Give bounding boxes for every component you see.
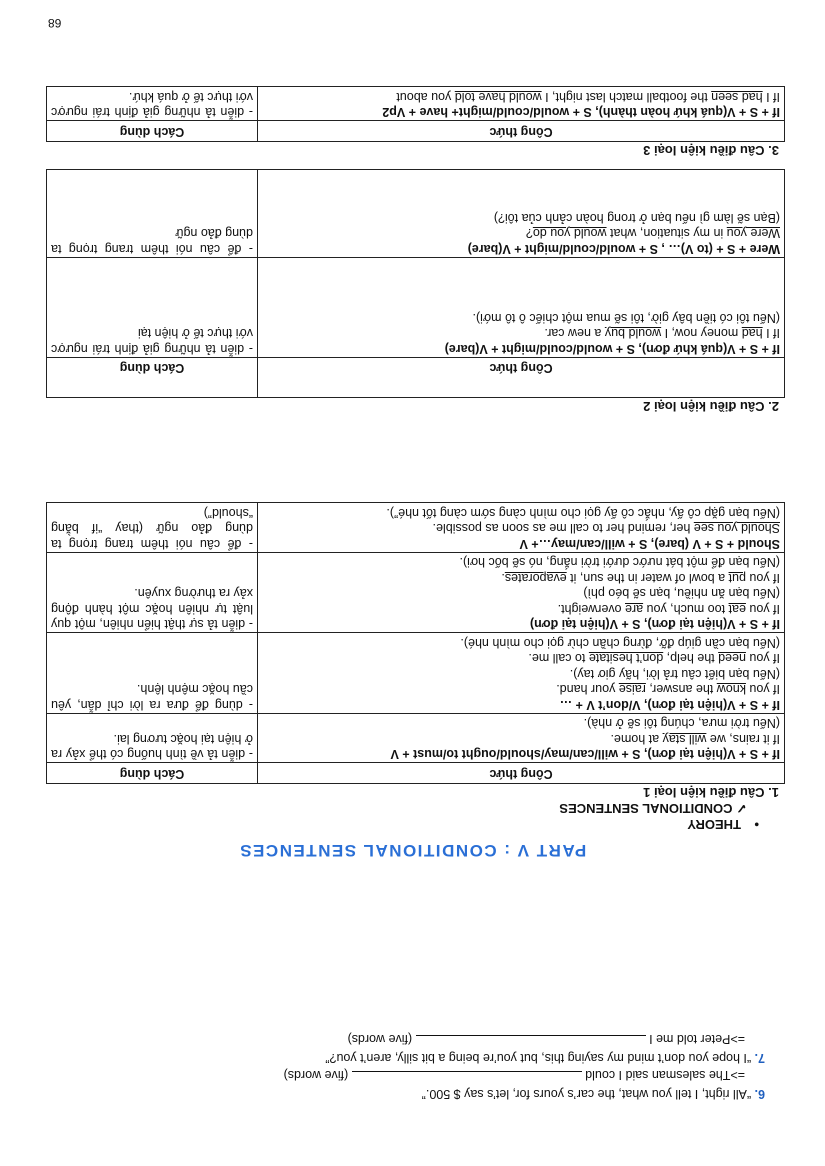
check-icon: ✓	[732, 801, 747, 816]
section-title-type2: 2. Câu điều kiện loại 2	[643, 399, 779, 414]
usage-cell: - để câu nói thêm trang trọng ta dùng đảo ngữ	[47, 170, 258, 258]
formula-cell: If + S + V(quá khứ đơn), S + would/could/might + V(bare) If I had money now, I would buy a new car. (Nếu tôi có tiền bây giờ, tôi sẽ mua một chiếc ô tô mới).	[258, 258, 785, 358]
example-line: (Nếu bạn ăn nhiều, bạn sẽ béo phì)	[583, 586, 780, 601]
example-line: (Nếu bạn cần giúp đỡ, đừng chần chừ gọi cho mình nhé).	[460, 636, 780, 650]
example-line: Should you see her, remind her to call me as soon as possible.	[432, 521, 780, 536]
usage-cell: - diễn tả về tình huống có thể xảy ra ở hiện tại hoặc tương lai.	[47, 714, 258, 764]
table-row	[47, 170, 785, 258]
header-formula: Công thức	[258, 763, 785, 784]
table-row	[47, 258, 785, 358]
type3-table	[46, 87, 785, 143]
exercise-number: 6.	[754, 1087, 765, 1101]
header-usage: Cách dùng	[47, 358, 258, 398]
example-line: (Nếu bạn gặp cô ấy, nhắc cô ấy gọi cho mình càng sớm càng tốt nhé”).	[386, 506, 780, 520]
formula-cell: If + S + V(hiện tại đơn), V/don’t V + … If you know the answer, raise your hand. (Nếu bạn biết câu trả lời, hãy giơ tay). If you need the help, don’t hesitate to call me. (Nếu bạn cần giúp đỡ, đừng chần chừ gọi cho mình nhé).	[258, 633, 785, 714]
exercise-text: “All right, I tell you what, the car’s yours for, let’s say $ 500.”	[421, 1087, 752, 1101]
example-line: If you eat too much, you are overweight.	[557, 602, 780, 616]
formula-cell: If + S + V(quá khứ hoàn thành), S + would/could/might+ have + Vp2 If I had seen the football match last night, I would have told you about	[258, 87, 785, 121]
formula-cell: Should + S + V (bare), S + will/can/may…+ V Should you see her, remind her to call me as soon as possible. (Nếu bạn gặp cô ấy, nhắc cô ấy gọi cho mình càng sớm càng tốt nhé”).	[258, 503, 785, 553]
formula-cell: If + S + V(hiện tại đơn), S + will/can/may/should/ought to/must + V If it rains, we will stay at home. (Nếu trời mưa, chúng tôi sẽ ở nhà).	[258, 714, 785, 764]
example-line: If I had seen the football match last night, I would have told you about	[396, 90, 780, 104]
example-line: If you know the answer, raise your hand.	[556, 682, 780, 697]
theory-heading: •THEORY	[687, 817, 759, 832]
example-line: If it rains, we will stay at home.	[610, 732, 780, 746]
header-usage: Cách dùng	[47, 763, 258, 784]
example-line: Were you in my situation, what would you do?	[525, 226, 780, 241]
table-row	[47, 503, 785, 553]
answer-lead: =>Peter told me I	[649, 1032, 745, 1046]
answer-blank[interactable]	[416, 1035, 646, 1048]
section-title-type1: 1. Câu điều kiện loại 1	[643, 785, 779, 800]
table-row	[47, 714, 785, 764]
exercise-6-answer	[40, 1066, 745, 1084]
example-line: If you need the help, don’t hesitate to call me.	[528, 651, 780, 666]
table-header-row	[47, 358, 785, 398]
formula-cell: If + S + V(hiện tại đơn), S + V(hiện tại đơn) If you eat too much, you are overweight. (Nếu bạn ăn nhiều, bạn sẽ béo phì) If you put a bowl of water in the sun, it evaporates. (Nếu bạn để một bát nước dưới trời nắng, nó sẽ bốc hơi).	[258, 553, 785, 634]
conditional-heading: ✓ CONDITIONAL SENTENCES	[559, 801, 747, 816]
example-line: (Nếu tôi có tiền bây giờ, tôi sẽ mua một chiếc ô tô mới).	[472, 311, 780, 325]
example-line: (Nếu trời mưa, chúng tôi sẽ ở nhà).	[583, 716, 780, 731]
exercise-number: 7.	[754, 1051, 765, 1065]
exercise-7	[40, 1049, 765, 1066]
answer-blank[interactable]	[352, 1071, 582, 1084]
usage-cell: - diễn tả sự thật hiển nhiên, một quy luật tự nhiên hoặc một hành động xảy ra thường xuyên.	[47, 553, 258, 634]
table-header-row	[47, 763, 785, 784]
usage-cell: - diễn tả những giả định trái ngược với thực tế ở quá khứ.	[47, 87, 258, 121]
example-line: (Nếu bạn biết câu trả lời, hãy giơ tay).	[569, 667, 780, 681]
answer-hint: (five words)	[283, 1068, 349, 1082]
answer-lead: =>The salesman said I could	[585, 1068, 745, 1082]
table-row	[47, 553, 785, 634]
type2-table	[46, 169, 785, 398]
answer-hint: (five words)	[347, 1032, 413, 1046]
exercise-6	[40, 1085, 765, 1102]
header-formula: Công thức	[258, 358, 785, 398]
header-formula: Công thức	[258, 121, 785, 142]
usage-cell: - diễn tả những giả định trái ngược với thực tế ở hiện tại	[47, 258, 258, 358]
table-row	[47, 633, 785, 714]
usage-cell: - để câu nói thêm trang trọng ta dùng đảo ngữ (thay “if bằng “should”)	[47, 503, 258, 553]
part-title: PART V : CONDITIONAL SENTENCES	[238, 841, 587, 860]
example-line: If you put a bowl of water in the sun, it evaporates.	[501, 571, 780, 585]
table-header-row	[47, 121, 785, 142]
section-title-type3: 3. Câu điều kiện loại 3	[643, 143, 779, 158]
exercise-text: “I hope you don’t mind my saying this, but you’re being a bit silly, aren’t you?”	[325, 1051, 752, 1065]
formula-cell: Were + S + (to V)… , S + would/could/might + V(bare) Were you in my situation, what would you do? (Bạn sẽ làm gì nếu bạn ở trong hoàn cảnh của tôi?)	[258, 170, 785, 258]
bullet-icon: •	[754, 817, 759, 832]
table-row	[47, 87, 785, 121]
usage-cell: - dùng để đưa ra lời chỉ dẫn, yêu cầu hoặc mệnh lệnh.	[47, 633, 258, 714]
exercise-7-answer	[40, 1030, 745, 1048]
example-line: (Bạn sẽ làm gì nếu bạn ở trong hoàn cảnh của tôi?)	[493, 211, 780, 225]
header-usage: Cách dùng	[47, 121, 258, 142]
example-line: If I had money now, I would buy a new car.	[544, 326, 780, 341]
page-number: 68	[48, 16, 62, 30]
type1-table	[46, 503, 785, 785]
example-line: (Nếu bạn để một bát nước dưới trời nắng, nó sẽ bốc hơi).	[459, 555, 780, 570]
